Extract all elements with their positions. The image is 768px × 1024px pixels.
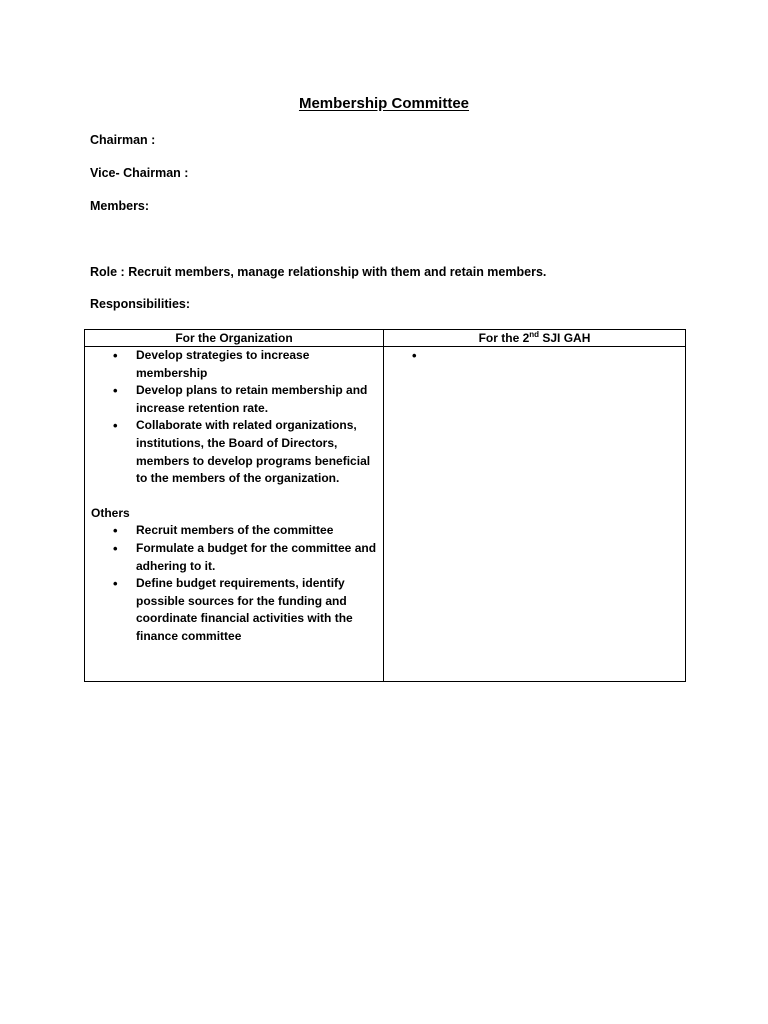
header-sji-gah: [384, 330, 686, 347]
list-item: • Collaborate with related organizations, institutions, the Board of Directors, members to develop programs beneficial to the members of the organization.: [85, 417, 383, 487]
header-sji-gah-prefix: For the 2: [478, 331, 530, 345]
others-list: [85, 522, 383, 645]
header-organization: For the Organization: [85, 330, 384, 347]
document-title: [0, 95, 768, 112]
sji-gah-cell: [384, 347, 686, 682]
list-item-empty: [384, 347, 685, 365]
organization-cell: [85, 347, 384, 682]
role-statement: Role : Recruit members, manage relationship with them and retain members.: [90, 265, 547, 279]
table-header-row: [85, 330, 686, 347]
vice-chairman-field: Vice- Chairman :: [90, 166, 189, 180]
list-item: • Develop plans to retain membership and increase retention rate.: [85, 382, 383, 417]
table-body-row: [85, 347, 686, 682]
responsibilities-label: Responsibilities:: [90, 297, 191, 311]
list-item: • Formulate a budget for the committee and adhering to it.: [85, 540, 383, 575]
list-item: • Recruit members of the committee: [85, 522, 383, 540]
sji-gah-list: [384, 347, 685, 365]
members-field: Members:: [90, 199, 150, 213]
list-item: • Define budget requirements, identify possible sources for the funding and coordinate financial activities with the finance committee: [85, 575, 383, 645]
organization-list: [85, 347, 383, 488]
list-item: • Develop strategies to increase membership: [85, 347, 383, 382]
title-text: Membership Committee: [298, 95, 470, 112]
header-sji-gah-sup: nd: [529, 330, 540, 339]
header-sji-gah-suffix: SJI GAH: [539, 331, 591, 345]
responsibilities-table: [84, 329, 686, 682]
chairman-field: Chairman :: [90, 133, 156, 147]
others-label: Others: [91, 505, 130, 520]
